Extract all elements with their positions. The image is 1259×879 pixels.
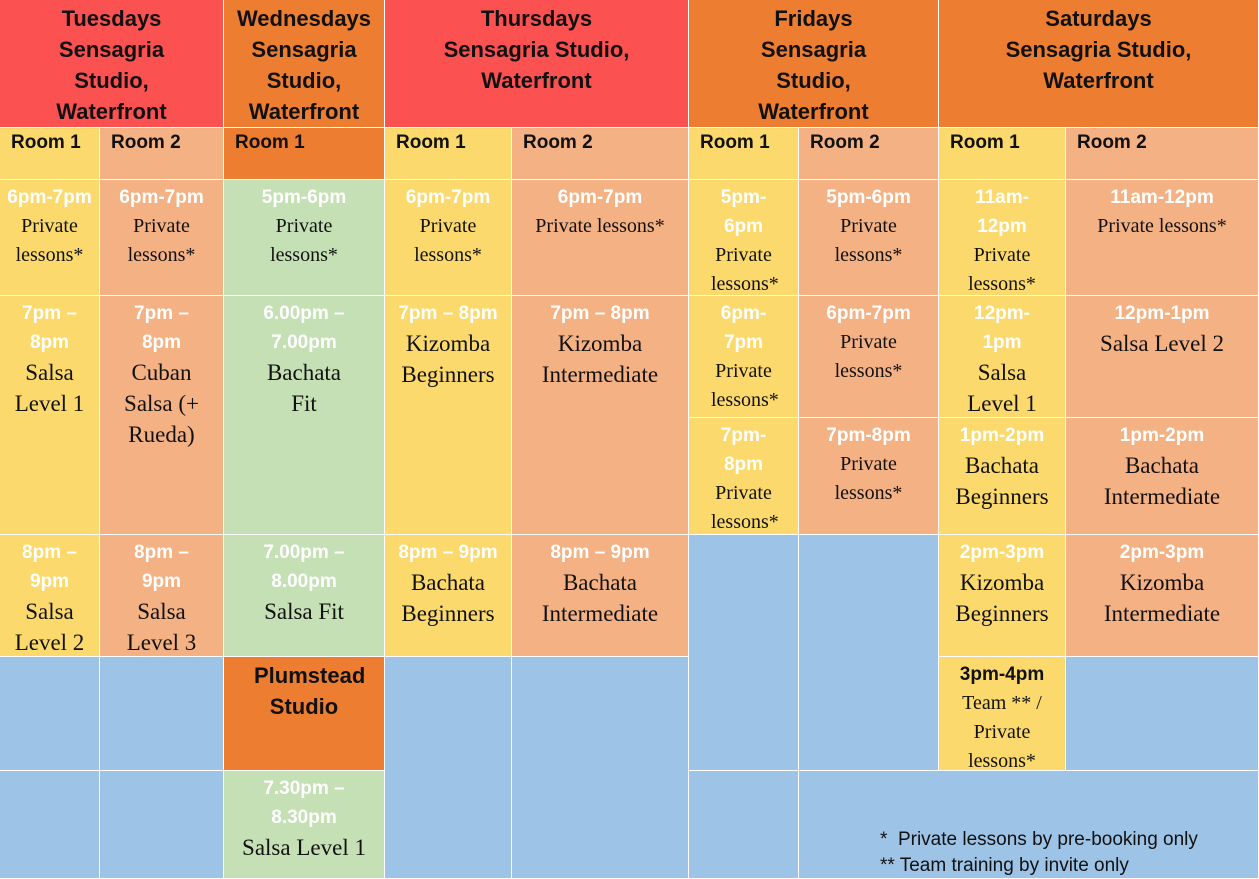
venue-name: Sensagria Studio, Waterfront xyxy=(56,37,167,124)
session-title: Private lessons* xyxy=(711,482,779,533)
session-cell xyxy=(1066,180,1259,296)
session-cell xyxy=(512,180,689,296)
session-title: Private lessons* xyxy=(1097,215,1227,237)
session-title: Private lessons* xyxy=(414,215,482,266)
day-header xyxy=(0,0,224,128)
room-label: Room 2 xyxy=(523,132,593,153)
day-header xyxy=(939,0,1259,128)
session-title: Private lessons* xyxy=(270,215,338,266)
session-title: Private lessons* xyxy=(15,215,84,266)
day-name: Tuesdays xyxy=(61,6,162,31)
session-time: 11am-12pm xyxy=(1110,187,1214,208)
session-time: 7pm – 8pm xyxy=(22,303,77,353)
footnotes xyxy=(880,827,1198,879)
session-time: 7pm – 8pm xyxy=(550,303,650,324)
session-title: Bachata Beginners xyxy=(955,453,1049,509)
session-title: Kizomba Beginners xyxy=(955,570,1049,626)
empty-cell xyxy=(1066,657,1259,771)
session-cell xyxy=(939,657,1066,771)
day-name: Thursdays xyxy=(480,6,593,31)
footnote-team: ** Team training by invite only xyxy=(880,855,1129,876)
session-title: Bachata Intermediate xyxy=(541,570,659,626)
session-time: 7pm – 8pm xyxy=(134,303,189,353)
empty-cell xyxy=(512,657,689,879)
session-cell xyxy=(939,535,1066,657)
session-title: Cuban Salsa (+ Rueda) xyxy=(124,360,199,447)
session-cell xyxy=(224,296,385,535)
session-title: Salsa Level 1 xyxy=(967,360,1037,416)
session-time: 7pm-8pm xyxy=(826,425,911,446)
empty-cell xyxy=(0,771,100,879)
venue-name: Sensagria Studio, Waterfront xyxy=(248,37,360,124)
session-title: Bachata Fit xyxy=(266,360,342,416)
session-time: 6pm-7pm xyxy=(7,187,92,208)
day-name: Saturdays xyxy=(1045,6,1152,31)
session-time: 8pm – 9pm xyxy=(398,542,498,563)
session-cell xyxy=(799,296,939,418)
room-label: Room 1 xyxy=(11,132,81,153)
session-time: 6pm-7pm xyxy=(720,303,767,353)
session-time: 7pm-8pm xyxy=(720,425,767,475)
session-cell xyxy=(939,418,1066,535)
day-name: Wednesdays xyxy=(236,6,372,31)
session-cell xyxy=(224,771,385,879)
session-cell xyxy=(1066,535,1259,657)
room-label: Room 2 xyxy=(111,132,181,153)
session-title: Bachata Intermediate xyxy=(1103,453,1221,509)
room-header xyxy=(939,128,1066,180)
room-header xyxy=(224,128,385,180)
session-title: Private lessons* xyxy=(968,244,1036,295)
session-time: 1pm-2pm xyxy=(959,425,1045,446)
session-title: Private lessons* xyxy=(127,215,196,266)
venue-name: Sensagria Studio, Waterfront xyxy=(443,37,630,93)
session-time: 3pm-4pm xyxy=(959,664,1045,685)
session-cell xyxy=(100,535,224,657)
session-title: Salsa Level 2 xyxy=(1100,331,1224,356)
session-title: Private lessons* xyxy=(711,244,779,295)
empty-cell xyxy=(799,535,939,771)
room-label: Room 1 xyxy=(950,132,1020,153)
session-title: Private lessons* xyxy=(834,453,903,504)
session-time: 6.00pm – 7.00pm xyxy=(263,303,345,353)
session-cell xyxy=(0,296,100,535)
day-header xyxy=(385,0,689,128)
session-title: Salsa Level 2 xyxy=(14,599,85,655)
session-time: 11am-12pm xyxy=(975,187,1029,237)
empty-cell xyxy=(689,535,799,771)
session-time: 6pm-7pm xyxy=(119,187,204,208)
room-header xyxy=(0,128,100,180)
session-title: Private lessons* xyxy=(834,331,903,382)
session-title: Team ** / Private lessons* xyxy=(962,692,1042,771)
empty-cell xyxy=(0,657,100,771)
session-time: 6pm-7pm xyxy=(826,303,911,324)
session-time: 2pm-3pm xyxy=(959,542,1045,563)
session-cell xyxy=(100,296,224,535)
session-cell xyxy=(1066,418,1259,535)
session-time: 8pm – 9pm xyxy=(22,542,77,592)
session-cell xyxy=(689,180,799,296)
session-cell xyxy=(689,296,799,418)
venue-name: Sensagria Studio, Waterfront xyxy=(758,37,869,124)
session-time: 5pm-6pm xyxy=(261,187,347,208)
session-title: Bachata Beginners xyxy=(401,570,495,626)
empty-cell xyxy=(385,657,512,879)
empty-cell xyxy=(100,771,224,879)
session-title: Kizomba Intermediate xyxy=(541,331,659,387)
session-cell xyxy=(224,535,385,657)
footnote-private: * Private lessons by pre-booking only xyxy=(880,829,1198,850)
session-title: Salsa Level 3 xyxy=(126,599,197,655)
session-time: 6pm-7pm xyxy=(405,187,491,208)
session-time: 7.00pm – 8.00pm xyxy=(263,542,345,592)
room-label: Room 1 xyxy=(235,132,305,153)
session-cell xyxy=(385,535,512,657)
session-cell xyxy=(939,180,1066,296)
venue-name: Sensagria Studio, Waterfront xyxy=(1005,37,1192,93)
session-title: Private lessons* xyxy=(834,215,903,266)
session-title: Private lessons* xyxy=(711,360,779,411)
session-title: Kizomba Beginners xyxy=(401,331,495,387)
session-time: 1pm-2pm xyxy=(1119,425,1205,446)
empty-cell xyxy=(100,657,224,771)
session-cell xyxy=(512,296,689,535)
session-time: 6pm-7pm xyxy=(557,187,643,208)
session-cell xyxy=(799,180,939,296)
session-title: Salsa Level 1 xyxy=(242,835,366,860)
session-title: Private lessons* xyxy=(535,215,665,237)
session-time: 5pm-6pm xyxy=(720,187,767,237)
session-cell xyxy=(512,535,689,657)
room-header xyxy=(512,128,689,180)
room-header xyxy=(689,128,799,180)
session-cell xyxy=(0,180,100,296)
session-time: 5pm-6pm xyxy=(826,187,911,208)
session-cell xyxy=(224,180,385,296)
session-title: Kizomba Intermediate xyxy=(1103,570,1221,626)
session-time: 7pm – 8pm xyxy=(398,303,498,324)
plumstead-header xyxy=(224,657,385,771)
session-cell xyxy=(385,296,512,535)
empty-cell xyxy=(689,771,799,879)
session-cell xyxy=(799,418,939,535)
session-cell xyxy=(689,418,799,535)
session-cell xyxy=(939,296,1066,418)
session-cell xyxy=(0,535,100,657)
room-label: Room 2 xyxy=(810,132,880,153)
room-label: Room 1 xyxy=(396,132,466,153)
session-time: 12pm-1pm xyxy=(1114,303,1210,324)
session-cell xyxy=(385,180,512,296)
room-label: Room 2 xyxy=(1077,132,1147,153)
session-title: Salsa Fit xyxy=(264,599,344,624)
room-header xyxy=(385,128,512,180)
day-name: Fridays xyxy=(774,6,853,31)
room-label: Room 1 xyxy=(700,132,770,153)
room-header xyxy=(100,128,224,180)
session-time: 8pm – 9pm xyxy=(134,542,189,592)
session-cell xyxy=(1066,296,1259,418)
day-header xyxy=(689,0,939,128)
session-time: 2pm-3pm xyxy=(1119,542,1205,563)
plumstead-label: Plumstead Studio xyxy=(254,663,366,719)
session-time: 12pm-1pm xyxy=(974,303,1030,353)
session-cell xyxy=(100,180,224,296)
room-header xyxy=(1066,128,1259,180)
session-title: Salsa Level 1 xyxy=(14,360,85,416)
room-header xyxy=(799,128,939,180)
session-time: 8pm – 9pm xyxy=(550,542,650,563)
day-header xyxy=(224,0,385,128)
session-time: 7.30pm – 8.30pm xyxy=(263,778,345,828)
